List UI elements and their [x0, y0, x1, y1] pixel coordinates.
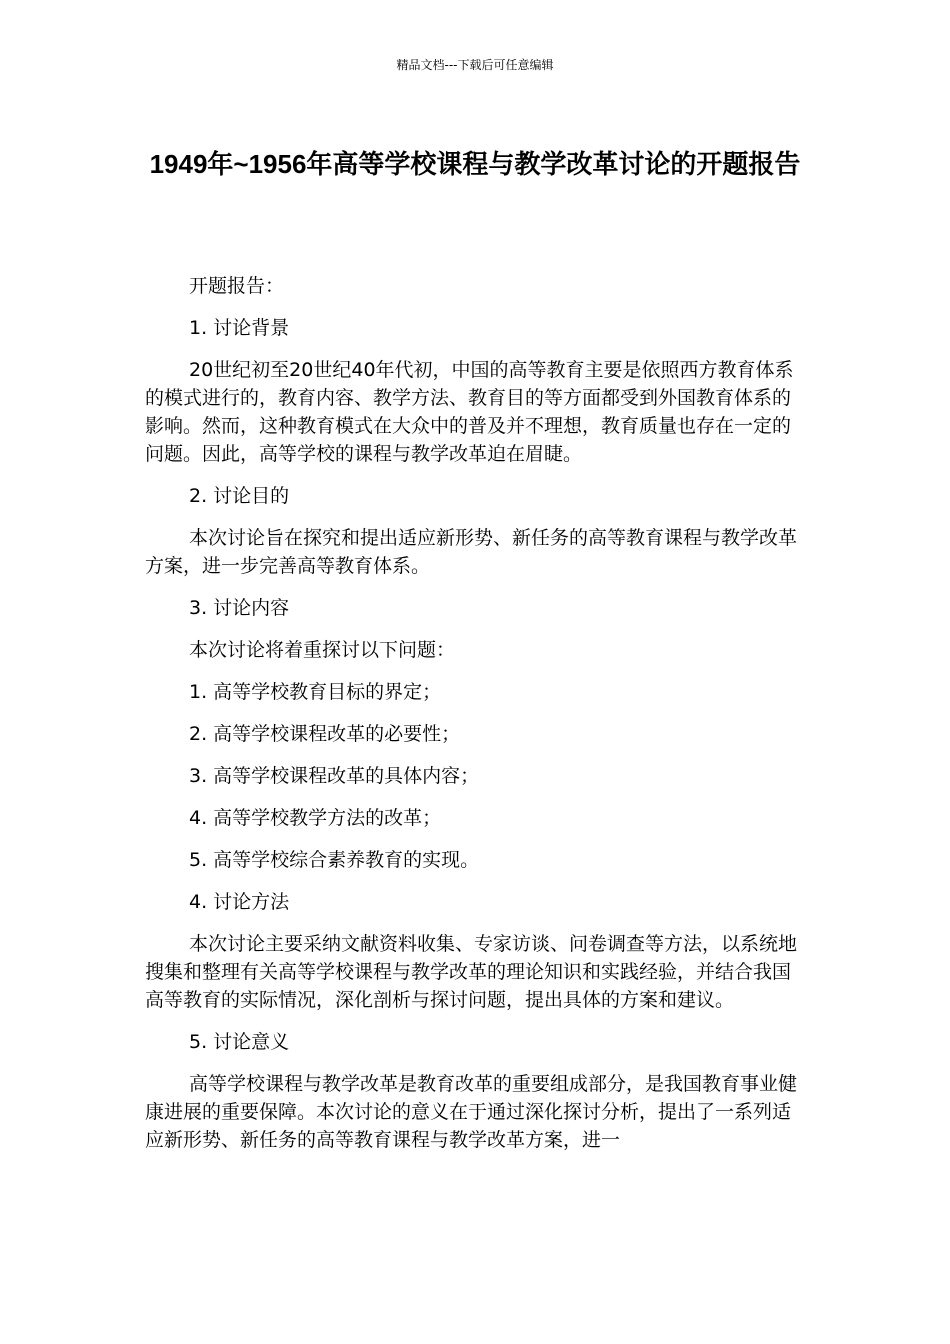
section-heading-background: 1. 讨论背景	[189, 317, 290, 339]
content-list-item: 2. 高等学校课程改革的必要性；	[189, 723, 461, 745]
content-list-item: 4. 高等学校教学方法的改革；	[189, 807, 442, 829]
document-title: 1949年~1956年高等学校课程与教学改革讨论的开题报告	[149, 149, 801, 179]
content-list-item: 1. 高等学校教育目标的界定；	[189, 681, 442, 703]
section-heading-method: 4. 讨论方法	[189, 891, 290, 913]
content-intro: 本次讨论将着重探讨以下问题：	[189, 639, 456, 661]
content-list-item: 5. 高等学校综合素养教育的实现。	[189, 849, 480, 871]
section-heading-content: 3. 讨论内容	[189, 597, 290, 619]
intro-label: 开题报告：	[189, 275, 285, 297]
purpose-paragraph: 本次讨论旨在探究和提出适应新形势、新任务的高等教育课程与教学改革方案，进一步完善高等教育体系。	[145, 527, 798, 577]
section-heading-significance: 5. 讨论意义	[189, 1031, 290, 1053]
header-note: 精品文档---下载后可任意编辑	[396, 58, 554, 72]
significance-paragraph: 高等学校课程与教学改革是教育改革的重要组成部分，是我国教育事业健康进展的重要保障。本次讨论的意义在于通过深化探讨分析，提出了一系列适应新形势、新任务的高等教育课程与教学改革方案，进一	[145, 1073, 798, 1151]
section-heading-purpose: 2. 讨论目的	[189, 485, 290, 507]
content-list-item: 3. 高等学校课程改革的具体内容；	[189, 765, 480, 787]
method-paragraph: 本次讨论主要采纳文献资料收集、专家访谈、问卷调查等方法，以系统地搜集和整理有关高等学校课程与教学改革的理论知识和实践经验，并结合我国高等教育的实际情况，深化剖析与探讨问题，提出具体的方案和建议。	[145, 933, 798, 1011]
document-body	[145, 272, 805, 1154]
background-paragraph: 20世纪初至20世纪40年代初，中国的高等教育主要是依照西方教育体系的模式进行的，教育内容、教学方法、教育目的等方面都受到外国教育体系的影响。然而，这种教育模式在大众中的普及并不理想，教育质量也存在一定的问题。因此，高等学校的课程与教学改革迫在眉睫。	[145, 359, 794, 465]
